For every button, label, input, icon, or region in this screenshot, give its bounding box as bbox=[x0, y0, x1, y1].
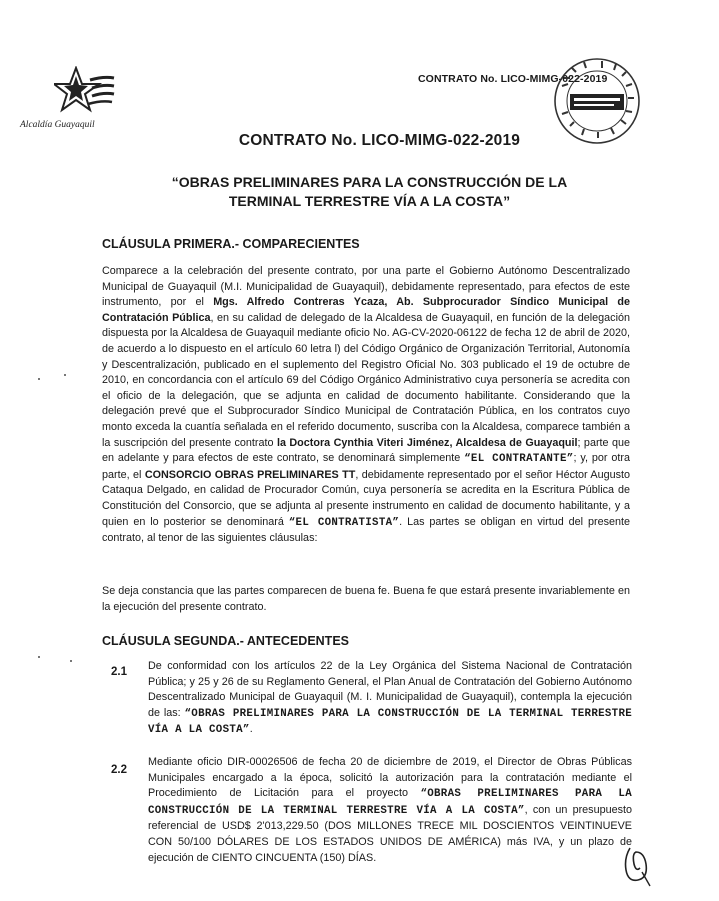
bold-run: “OBRAS PRELIMINARES PARA LA CONSTRUCCIÓN DE LA TERMINAL TERRESTRE VÍA A LA COSTA” bbox=[148, 707, 633, 737]
bold-run: Mgs. Alfredo Contreras Ycaza, Ab. Subprocurador Síndico Municipal de Contratación Pública bbox=[102, 296, 630, 324]
clause-1-heading: CLÁUSULA PRIMERA.- COMPARECIENTES bbox=[102, 237, 360, 251]
text-run: , debidamente representado por el señor Héctor Augusto Cataqua Delgado, en calidad de Procurador Común, cuya personería se acredita en la Escritura Pública de Constitución del Consorcio, que se adjunta al presente instrumento en calidad de documento habilitante, y a quien en lo posterior se denominará bbox=[102, 468, 630, 528]
clause-1-paragraph-2: Se deja constancia que las partes comparecen de buena fe. Buena fe que estará presente invariablemente en la ejecución del presente contrato. bbox=[102, 585, 630, 613]
text-run: Comparece a la celebración del presente contrato, por una parte el Gobierno Autónomo Descentralizado Municipal de Guayaquil (M.I. Municipalidad de Guayaquil), debidamente representado, para efectos de este instrumento, por el bbox=[102, 265, 630, 309]
scan-speck bbox=[64, 374, 66, 376]
bold-run: “EL CONTRATANTE” bbox=[464, 453, 574, 466]
item-2-1-text bbox=[148, 659, 632, 739]
item-2-2-text bbox=[148, 755, 632, 866]
scan-speck bbox=[38, 378, 40, 380]
text-run: , con un presupuesto referencial de USD$ 2'013,229.50 (DOS MILLONES TRECE MIL DOSCIENTOS VEINTINUEVE CON 50/100 DÓLARES DE LOS ESTADOS UNIDOS DE AMÉRICA) más IVA, y un plazo de ejecución de CIENTO CINCUENTA (150) DÍAS. bbox=[148, 803, 633, 864]
text-run: De conformidad con los artículos 22 de la Ley Orgánica del Sistema Nacional de Contratación Pública; y 25 y 26 de su Reglamento General, el Plan Anual de Contratación del Gobierno Autónomo Descentralizado Municipal de Guayaquil (M. I. Municipalidad de Guayaquil), contempla la ejecución de las: bbox=[148, 660, 632, 719]
subtitle-line-1: “OBRAS PRELIMINARES PARA LA CONSTRUCCIÓN DE LA bbox=[171, 174, 568, 190]
contract-subtitle bbox=[0, 173, 719, 211]
subtitle-line-2: TERMINAL TERRESTRE VÍA A LA COSTA” bbox=[228, 193, 511, 209]
logo-text: Alcaldía Guayaquil bbox=[20, 120, 95, 130]
text-run: . Las partes se obligan en virtud del presente contrato, al tenor de las siguientes cláusulas: bbox=[102, 515, 630, 545]
bold-run: “EL CONTRATISTA” bbox=[288, 516, 400, 529]
contract-title: CONTRATO No. LICO-MIMG-022-2019 bbox=[238, 132, 521, 149]
scan-speck bbox=[70, 660, 72, 662]
logo bbox=[20, 66, 130, 130]
bold-run: “OBRAS PRELIMINARES PARA LA CONSTRUCCIÓN DE LA TERMINAL TERRESTRE VÍA A LA COSTA” bbox=[148, 788, 632, 817]
item-2-2-number: 2.2 bbox=[111, 764, 127, 776]
text-run: ; parte que en adelante y para efectos de este contrato, se denominará simplemente bbox=[102, 436, 630, 465]
bold-run: la Doctora Cynthia Viteri Jiménez, Alcaldesa de Guayaquil bbox=[276, 436, 578, 449]
star-logo-icon bbox=[54, 66, 116, 118]
bold-run: CONSORCIO OBRAS PRELIMINARES TT bbox=[144, 468, 356, 481]
clause-2-heading: CLÁUSULA SEGUNDA.- ANTECEDENTES bbox=[102, 634, 349, 648]
clause-1-paragraph-1 bbox=[102, 264, 630, 547]
item-2-1-number: 2.1 bbox=[111, 666, 127, 678]
initials-mark-icon bbox=[620, 842, 656, 888]
text-run: ; y, por otra parte, el bbox=[102, 452, 631, 481]
header-contract-ref: CONTRATO No. LICO-MIMG-022-2019 bbox=[418, 73, 608, 85]
text-run: , en su calidad de delegado de la Alcaldesa de Guayaquil, en función de la delegación dispuesta por la Alcaldesa de Guayaquil mediante oficio No. AG-CV-2020-06122 de fecha 12 de abril de 2020, de acuerdo a lo dispuesto en el artículo 60 letra l) del Código Orgánico de Organización Territorial, Autonomía y Descentralización, publicado en el suplemento del Registro Oficial No. 303 publicado el 19 de octubre de 2010, en concordancia con el artículo 69 del Código Orgánico Administrativo cuya personería se acredita con el oficio de la delegación, que se adjunta en calidad de documento habilitante. Considerando que la delegación prevé que el Subprocurador Síndico Municipal de Contratación Pública, en los contratos cuyo monto exceda la cuantía señalada en el referido documento, suscriba con la Alcaldesa, comparece también a la suscripción del presente contrato bbox=[102, 311, 630, 449]
scan-speck bbox=[38, 656, 40, 658]
text-run: Mediante oficio DIR-00026506 de fecha 20 de diciembre de 2019, el Director de Obras Públicas Municipales encargado a la época, solicitó la autorización para la contratación mediante el Procedimiento de Licitación para el proyecto bbox=[148, 756, 632, 800]
text-run: . bbox=[249, 723, 253, 736]
